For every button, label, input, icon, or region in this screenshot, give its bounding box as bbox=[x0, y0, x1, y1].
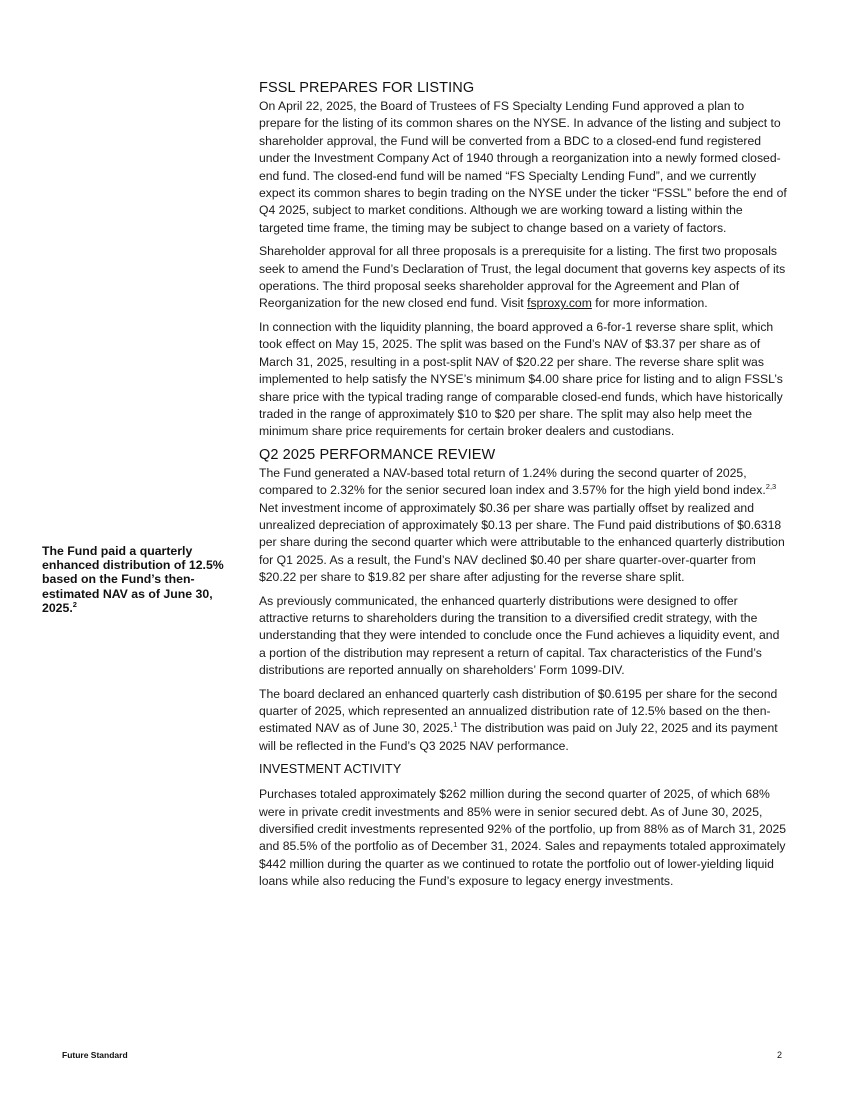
paragraph-text: for more information. bbox=[591, 296, 708, 311]
section-listing bbox=[259, 80, 787, 441]
paragraph bbox=[259, 465, 787, 587]
main-content bbox=[259, 80, 787, 897]
sidebar-callout bbox=[42, 544, 227, 615]
section-heading-investment: INVESTMENT ACTIVITY bbox=[259, 762, 402, 777]
paragraph-text: The board declared an enhanced quarterly cash distribution of $0.6195 per share for the second quarter of 2025, which represented an annualized distribution rate of 12.5% based on the then-estimated NAV as of June 30, 2025. bbox=[259, 686, 778, 736]
paragraph-text: The Fund generated a NAV-based total return of 1.24% during the second quarter of 2025, compared to 2.32% for the senior secured loan index and 3.57% for the high yield bond index. bbox=[259, 465, 766, 498]
paragraph bbox=[259, 243, 787, 313]
paragraph-text: Shareholder approval for all three proposals is a prerequisite for a listing. The first two proposals seek to amend the Fund’s Declaration of Trust, the legal document that governs key aspects of its operations. The third proposal seeks shareholder approval for the Agreement and Plan of Reorganization for the new closed end fund. Visit bbox=[259, 244, 786, 311]
paragraph-text: Net investment income of approximately $0.36 per share was partially offset by realized and unrealized depreciation of approximately $0.13 per share. The Fund paid distributions of $0.6318 per share during the second quarter which were attributable to the enhanced quarterly distribution for Q1 2025. As a result, the Fund’s NAV declined $0.40 per share quarter-over-quarter from $20.22 per share to $19.82 per share after adjusting for the reverse share split. bbox=[259, 500, 785, 585]
callout-text: The Fund paid a quarterly enhanced distribution of 12.5% based on the Fund’s then-estimated NAV as of June 30, 2025. bbox=[42, 544, 224, 615]
section-heading-listing: FSSL PREPARES FOR LISTING bbox=[259, 80, 475, 96]
paragraph bbox=[259, 686, 787, 756]
section-investment bbox=[259, 761, 787, 890]
page-number: 2 bbox=[777, 1050, 783, 1060]
footnote-ref: 2 bbox=[72, 599, 77, 609]
paragraph: In connection with the liquidity planning, the board approved a 6-for-1 reverse share split, which took effect on May 15, 2025. The split was based on the Fund’s NAV of $3.37 per share as of March 31, 2025, resulting in a post-split NAV of $20.22 per share. The reverse share split was implemented to help satisfy the NYSE’s minimum $4.00 share price for listing and to align FSSL’s share price with the typical trading range of comparable closed-end funds, which have historically traded in the range of approximately $10 to $20 per share. The split may also help meet the minimum share price requirements for certain broker dealers and custodians. bbox=[259, 319, 783, 439]
section-heading-performance: Q2 2025 PERFORMANCE REVIEW bbox=[259, 446, 496, 463]
paragraph: Purchases totaled approximately $262 million during the second quarter of 2025, of which 68% were in private credit investments and 85% were in senior secured debt. As of June 30, 2025, diversified credit investments represented 92% of the portfolio, up from 88% as of March 31, 2025 and 85.5% of the portfolio as of December 31, 2024. Sales and repayments totaled approximately $442 million during the quarter as we continued to rotate the portfolio out of lower-yielding liquid loans while also reducing the Fund’s exposure to legacy energy investments. bbox=[259, 787, 787, 889]
section-performance bbox=[259, 447, 787, 756]
footnote-ref: 1 bbox=[453, 720, 458, 730]
fsproxy-link[interactable]: fsproxy.com bbox=[527, 296, 592, 311]
paragraph: On April 22, 2025, the Board of Trustees of FS Specialty Lending Fund approved a plan to prepare for the listing of its common shares on the NYSE. In advance of the listing and subject to shareholder approval, the Fund will be converted from a BDC to a closed-end fund registered under the Investment Company Act of 1940 through a reorganization into a newly formed closed-end fund. The closed-end fund will be named “FS Specialty Lending Fund”, and we currently expect its common shares to begin trading on the NYSE under the ticker “FSSL” before the end of Q4 2025, subject to market conditions. Although we are working toward a listing within the targeted time frame, the timing may be subject to change based on a variety of factors. bbox=[259, 99, 787, 235]
paragraph: As previously communicated, the enhanced quarterly distributions were designed to offer attractive returns to shareholders during the transition to a diversified credit strategy, with the understanding that they were intended to conclude once the Fund achieves a liquidity event, and a portion of the distribution may represent a return of capital. Tax characteristics of the Fund’s distributions are reported annually on shareholders’ Form 1099-DIV. bbox=[259, 593, 780, 678]
paragraph-text: The distribution was paid on July 22, 2025 and its payment will be reflected in the Fund’s Q3 2025 NAV performance. bbox=[259, 721, 778, 753]
footer-brand: Future Standard bbox=[62, 1050, 128, 1060]
footnote-ref: 2,3 bbox=[765, 482, 777, 492]
